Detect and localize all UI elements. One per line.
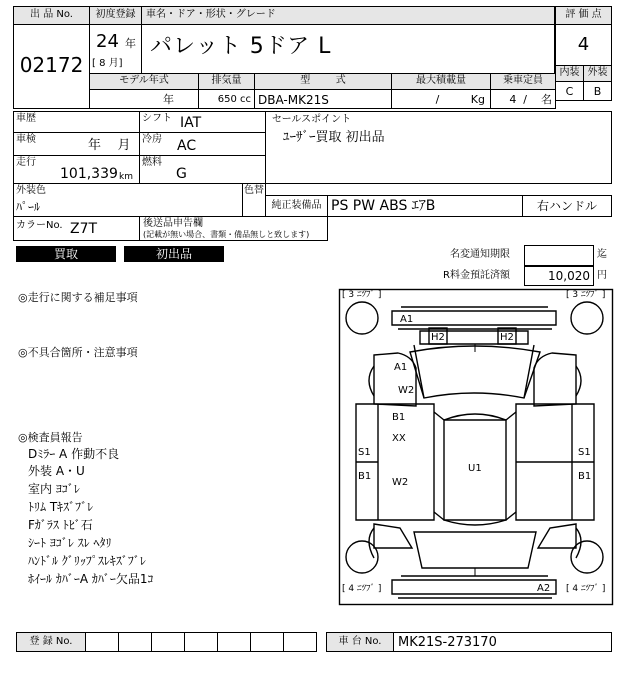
color-no-label: カラーNo. [16, 220, 63, 231]
mark-door-b: B1 [392, 412, 406, 423]
chassis-no: MK21S-273170 [398, 635, 497, 650]
first-reg-year-unit: 年 [125, 37, 136, 50]
equipment-label: 純正装備品 [271, 200, 322, 211]
mileage-unit: km [119, 172, 133, 182]
mileage-value: 101,339 [60, 166, 118, 182]
reg-no-cell-6 [250, 632, 284, 652]
max-load-value: / Kg [435, 93, 485, 106]
shift-label: シフト [142, 113, 172, 124]
recycle-unit: 円 [597, 270, 607, 281]
corner-label-bottom-left: [ 4 ﾆﾂﾌﾞ ] [342, 584, 382, 594]
displacement-label: 排気量 [211, 75, 242, 86]
front-bumper-shape [392, 311, 556, 325]
mark-headlamp-left: H2 [431, 332, 445, 343]
driving-remarks-title: ◎走行に関する補足事項 [18, 291, 138, 304]
inspector-line: 外装 A・U [28, 464, 85, 478]
later-parts-note: (記載が無い場合、書類・備品無しと致します) [143, 230, 310, 239]
reg-no-cell-2 [118, 632, 152, 652]
model-value: DBA-MK21S [258, 93, 329, 107]
equipment-value: PS PW ABS ｴｱB [331, 198, 436, 214]
mark-side-left: S1 [358, 447, 371, 458]
model-label: 型 式 [300, 75, 346, 86]
mark-fender: A1 [394, 362, 408, 373]
tyre-front-left [346, 302, 378, 334]
mark-fender-w: W2 [398, 385, 415, 396]
defects-title: ◎不具合箇所・注意事項 [18, 346, 138, 359]
tag-first-listing: 初出品 [124, 246, 224, 262]
front-fender-right [534, 353, 576, 406]
cooling-label: 冷房 [142, 134, 162, 145]
mark-door-x: XX [392, 433, 406, 444]
tyre-front-right [571, 302, 603, 334]
max-load-label: 最大積載量 [416, 75, 466, 86]
first-reg-year: 24 [96, 31, 119, 52]
transfer-deadline-label: 名変通知期限 [450, 249, 510, 260]
inspector-line: Dﾐﾗｰ A 作動不良 [28, 447, 120, 461]
car-name-label: 車名・ドア・形状・グレード [146, 9, 276, 20]
ext-color-cell [13, 183, 243, 217]
mark-side-right: S1 [578, 447, 591, 458]
inspector-line: 室内 ﾖｺﾞﾚ [28, 482, 80, 496]
score-value: 4 [577, 34, 590, 55]
front-fender-left [374, 353, 416, 406]
rear-shape [414, 532, 536, 568]
exterior-label: 外装 [587, 67, 608, 78]
hood-shape [410, 346, 540, 398]
rear-bumper-shape [392, 580, 556, 594]
inspector-line: Fｶﾞﾗｽ ﾄﾋﾞ石 [28, 518, 93, 532]
fuel-label: 燃料 [142, 157, 162, 168]
mark-side-left-b: B1 [358, 471, 372, 482]
steering-value: 右ハンドル [536, 199, 597, 213]
inspection-value: 年 月 [88, 138, 131, 153]
recycle-value: 10,020 [548, 269, 590, 283]
corner-label-top-left: [ 3 ﾆﾂﾌﾞ ] [342, 290, 382, 300]
mark-side-right-b: B1 [578, 471, 592, 482]
history-label: 車歴 [16, 113, 36, 124]
color-change-label: 色替 [244, 185, 264, 196]
car-damage-diagram [338, 287, 614, 607]
model-year-unit: 年 [163, 93, 174, 106]
mark-headlamp-right: H2 [500, 332, 514, 343]
first-reg-label: 初度登録 [95, 9, 136, 20]
reg-no-cell-3 [151, 632, 185, 652]
mark-rear-bumper: A2 [537, 583, 551, 594]
mark-front-bumper: A1 [400, 314, 414, 325]
cooling-value: AC [177, 138, 197, 154]
shift-value: IAT [180, 115, 202, 131]
inspector-line: ﾎｲｰﾙ ｶﾊﾞｰA ｶﾊﾞｰ欠品1ｺ [28, 572, 154, 586]
model-year-label: モデル年式 [119, 75, 169, 86]
fuel-value: G [176, 166, 187, 182]
corner-label-top-right: [ 3 ﾆﾂﾌﾞ ] [566, 290, 606, 300]
sales-point-label: セールスポイント [272, 114, 352, 125]
lot-no-label: 出 品 No. [30, 9, 73, 20]
inspection-label: 車検 [16, 134, 36, 145]
ext-color-value: ﾊﾟｰﾙ [16, 200, 41, 214]
first-reg-month: [ 8 月] [92, 58, 123, 69]
reg-no-cell-7 [283, 632, 317, 652]
corner-label-bottom-right: [ 4 ﾆﾂﾌﾞ ] [566, 584, 606, 594]
mileage-label: 走行 [16, 157, 36, 168]
sales-point-value: ﾕｰｻﾞｰ買取 初出品 [283, 130, 385, 145]
reg-no-label: 登 録 No. [29, 636, 73, 647]
exterior-grade: B [593, 85, 602, 98]
later-parts-label: 後送品申告欄 [143, 218, 203, 229]
capacity-value: 4 / 名 [509, 93, 552, 106]
reg-no-cell-4 [184, 632, 218, 652]
mark-roof: U1 [468, 463, 482, 474]
interior-grade: C [565, 85, 574, 98]
inspector-line: ﾄﾘﾑ Tｷｽﾞﾌﾞﾚ [28, 500, 94, 514]
ext-color-label: 外装色 [16, 185, 46, 196]
capacity-label: 乗車定員 [503, 75, 543, 86]
score-label: 評 価 点 [565, 9, 602, 20]
tag-kaitori: 買取 [16, 246, 116, 262]
recycle-label: R料金預託済額 [443, 270, 510, 281]
reg-no-cell-1 [85, 632, 119, 652]
inspector-title: ◎検査員報告 [18, 431, 83, 444]
model-year-cell [89, 89, 199, 109]
inspector-line: ﾊﾝﾄﾞﾙ ｸﾞﾘｯﾌﾟｽﾚｷｽﾞﾌﾞﾚ [28, 554, 146, 568]
transfer-deadline-unit: 迄 [597, 249, 607, 260]
transfer-deadline-box [524, 245, 594, 266]
reg-no-cell-5 [217, 632, 251, 652]
lot-no: 02172 [19, 53, 84, 77]
mark-side-left-w: W2 [392, 477, 409, 488]
inspector-line: ｼｰﾄ ﾖｺﾞﾚ ｽﾚ ﾍﾀﾘ [28, 536, 112, 550]
car-name: パレット 5ドア L [150, 34, 332, 59]
color-no-value: Z7T [70, 221, 98, 237]
chassis-label: 車 台 No. [338, 636, 382, 647]
displacement-value: 650 cc [217, 94, 251, 105]
interior-label: 内装 [559, 67, 580, 78]
